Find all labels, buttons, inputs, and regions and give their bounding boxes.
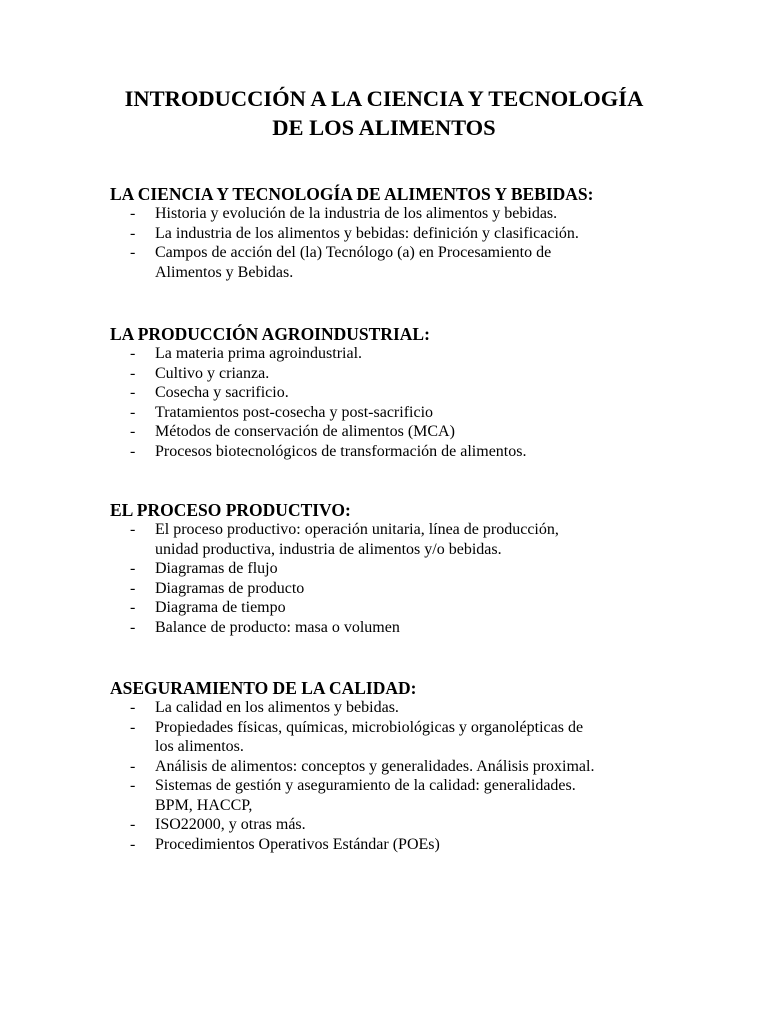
section-list (110, 520, 710, 637)
list-bullet: - (130, 618, 136, 636)
list-item (110, 559, 710, 579)
list-bullet: - (130, 579, 136, 597)
list-item-text: Diagramas de flujo (155, 560, 278, 577)
section-list (110, 344, 710, 461)
list-item-text: unidad productiva, industria de alimentos y/o bebidas. (155, 540, 502, 558)
list-bullet: - (130, 384, 136, 401)
list-item-text: ISO22000, y otras más. (155, 816, 306, 833)
list-bullet: - (130, 345, 136, 362)
list-bullet: - (130, 224, 136, 242)
list-item (110, 598, 710, 618)
list-bullet: - (130, 244, 136, 261)
list-bullet: - (130, 835, 136, 853)
list-item-text: El proceso productivo: operación unitaria, línea de producción, (155, 521, 559, 538)
document-title-line-2: DE LOS ALIMENTOS (272, 115, 496, 140)
list-bullet: - (130, 403, 136, 421)
list-item-text: Cultivo y crianza. (155, 364, 270, 382)
list-bullet: - (130, 521, 136, 538)
list-bullet: - (130, 423, 136, 440)
list-item (110, 344, 710, 364)
section-aseguramiento-calidad (110, 678, 710, 854)
list-bullet: - (130, 816, 136, 833)
list-item (110, 579, 710, 599)
document-title-line-1: INTRODUCCIÓN A LA CIENCIA Y TECNOLOGÍA (124, 86, 644, 111)
list-item-text: Análisis de alimentos: conceptos y generalidades. Análisis proximal. (155, 757, 595, 775)
list-item (110, 422, 710, 442)
list-item-text: Procedimientos Operativos Estándar (POEs) (155, 835, 440, 853)
list-item-text: Cosecha y sacrificio. (155, 384, 289, 401)
section-heading: ASEGURAMIENTO DE LA CALIDAD: (110, 678, 417, 698)
list-item (110, 698, 710, 718)
section-heading: LA CIENCIA Y TECNOLOGÍA DE ALIMENTOS Y BEBIDAS: (110, 184, 594, 204)
section-list (110, 698, 710, 854)
list-item (110, 364, 710, 384)
list-item (110, 835, 710, 855)
list-item (110, 243, 710, 282)
list-bullet: - (130, 699, 136, 716)
list-bullet: - (130, 777, 136, 794)
list-item (110, 224, 710, 244)
list-item-text: La materia prima agroindustrial. (155, 345, 363, 362)
list-item (110, 776, 710, 815)
list-item (110, 403, 710, 423)
list-item (110, 618, 710, 638)
list-item-text: BPM, HACCP, (155, 796, 253, 814)
list-item (110, 383, 710, 403)
section-heading: EL PROCESO PRODUCTIVO: (110, 500, 351, 520)
list-bullet: - (130, 757, 136, 775)
list-item-text: Sistemas de gestión y aseguramiento de la calidad: generalidades. (155, 777, 576, 794)
list-item-text: Campos de acción del (la) Tecnólogo (a) en Procesamiento de (155, 244, 552, 261)
list-item-text: Historia y evolución de la industria de los alimentos y bebidas. (155, 205, 558, 222)
list-item (110, 520, 710, 559)
list-item-text: Diagramas de producto (155, 579, 305, 597)
list-item (110, 718, 710, 757)
list-bullet: - (130, 364, 136, 382)
list-item-text: Balance de producto: masa o volumen (155, 618, 400, 636)
list-item (110, 204, 710, 224)
list-item (110, 442, 710, 462)
list-bullet: - (130, 599, 136, 616)
list-item (110, 757, 710, 777)
list-item-text: Alimentos y Bebidas. (155, 263, 294, 281)
list-item-text: La calidad en los alimentos y bebidas. (155, 699, 399, 716)
list-item-text: Propiedades físicas, químicas, microbiológicas y organolépticas de (155, 718, 584, 736)
list-item-text: Tratamientos post-cosecha y post-sacrificio (155, 403, 434, 421)
section-heading: LA PRODUCCIÓN AGROINDUSTRIAL: (110, 324, 430, 344)
list-bullet: - (130, 560, 136, 577)
section-list (110, 204, 710, 282)
list-item-text: Diagrama de tiempo (155, 599, 286, 616)
section-ciencia-tecnologia (110, 184, 710, 282)
section-proceso-productivo (110, 500, 710, 637)
list-item-text: La industria de los alimentos y bebidas: definición y clasificación. (155, 224, 579, 242)
list-bullet: - (130, 718, 136, 736)
list-bullet: - (130, 442, 136, 460)
document-title (0, 84, 768, 142)
list-bullet: - (130, 205, 136, 222)
list-item-text: Procesos biotecnológicos de transformación de alimentos. (155, 442, 527, 460)
section-produccion-agroindustrial (110, 324, 710, 461)
list-item-text: los alimentos. (155, 738, 244, 755)
list-item (110, 815, 710, 835)
list-item-text: Métodos de conservación de alimentos (MCA) (155, 423, 455, 440)
